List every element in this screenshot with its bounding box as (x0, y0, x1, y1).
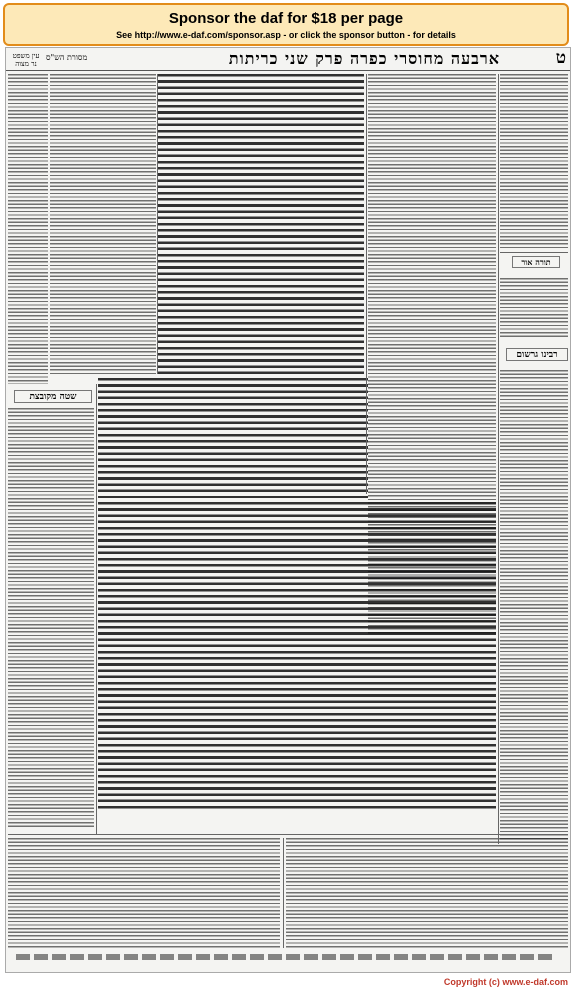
copyright-link[interactable]: Copyright (c) www.e-daf.com (443, 977, 568, 987)
divider (366, 74, 367, 494)
hagahot-column (500, 278, 568, 338)
divider (283, 838, 284, 948)
torah-or-column (500, 74, 568, 249)
mesoret-hashas-label: מסורת הש"ס (46, 53, 88, 62)
shita-mekubetzet-column (8, 408, 94, 828)
daf-number: ט (555, 48, 566, 68)
rabbeinu-gershom-box: רבינו גרשום (506, 348, 568, 361)
divider (157, 74, 158, 374)
rabbeinu-gershom-column (500, 370, 568, 840)
gemara-text-top (158, 74, 364, 374)
shita-mekubetzet-box: שטה מקובצת (14, 390, 92, 403)
gemara-text-wide (98, 378, 368, 498)
chapter-title: ארבעה מחוסרי כפרה פרק שני כריתות (228, 49, 500, 68)
sponsor-banner[interactable] (3, 3, 569, 46)
ein-mishpat-column (8, 74, 48, 384)
bottom-commentary-left (8, 838, 280, 948)
divider (498, 74, 499, 844)
divider (8, 834, 568, 835)
divider (500, 252, 568, 253)
talmud-page (6, 48, 570, 972)
torah-or-box: תורה אור (512, 256, 560, 268)
gemara-text-full (98, 502, 496, 812)
page-header (6, 48, 570, 71)
footer-line (16, 954, 556, 960)
bottom-commentary-right (286, 838, 568, 948)
sponsor-banner-title[interactable]: Sponsor the daf for $18 per page (168, 10, 404, 27)
sponsor-banner-subtitle[interactable]: See http://www.e-daf.com/sponsor.asp - or click the sponsor button - for details (116, 30, 456, 40)
tosafot-column-top (50, 74, 156, 374)
ein-mishpat-label: עין משפט נר מצוה (12, 52, 40, 68)
divider (96, 384, 97, 834)
